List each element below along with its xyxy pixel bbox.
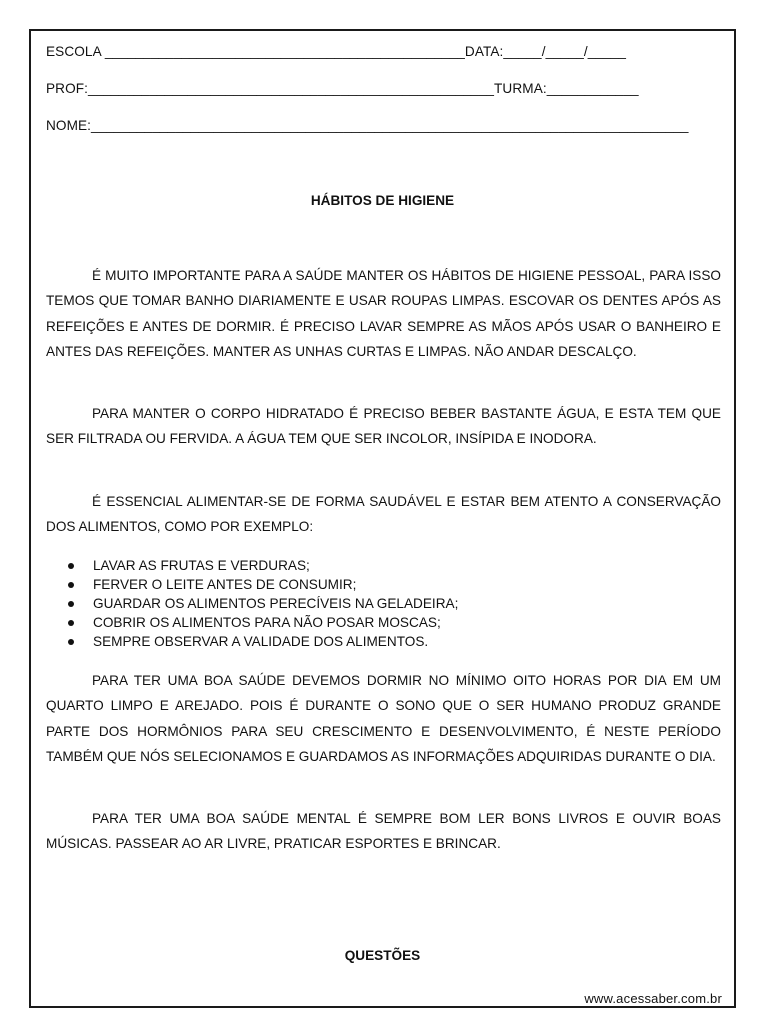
list-item-text: FERVER O LEITE ANTES DE CONSUMIR; <box>93 577 357 592</box>
list-item-text: LAVAR AS FRUTAS E VERDURAS; <box>93 558 310 573</box>
paragraph-mental-health: PARA TER UMA BOA SAÚDE MENTAL É SEMPRE BOM LER BONS LIVROS E OUVIR BOAS MÚSICAS. PASSEAR AO AR LIVRE, PRATICAR ESPORTES E BRINCAR. <box>46 811 721 852</box>
bullet-icon <box>68 582 74 588</box>
list-item-text: SEMPRE OBSERVAR A VALIDADE DOS ALIMENTOS. <box>93 634 429 649</box>
bullet-icon <box>68 639 74 645</box>
paragraph-sleep: PARA TER UMA BOA SAÚDE DEVEMOS DORMIR NO MÍNIMO OITO HORAS POR DIA EM UM QUARTO LIMPO E AREJADO. POIS É DURANTE O SONO QUE O SER HUMANO PRODUZ GRANDE PARTE DOS HORMÔNIOS PARA SEU CRESCIMENTO E DESENVOLVIMENTO, É NESTE PERÍODO TAMBÉM QUE NÓS SELECIONAMOS E GUARDAMOS AS INFORMAÇÕES ADQUIRIDAS DURANTE O DIA. <box>46 673 721 764</box>
list-item <box>46 613 721 632</box>
list-item <box>46 556 721 575</box>
list-item <box>46 594 721 613</box>
food-tips-list <box>46 556 721 651</box>
footer-url: www.acessaber.com.br <box>584 991 722 1006</box>
bullet-icon <box>68 601 74 607</box>
paragraph-food: É ESSENCIAL ALIMENTAR-SE DE FORMA SAUDÁVEL E ESTAR BEM ATENTO A CONSERVAÇÃO DOS ALIMENTOS, COMO POR EXEMPLO: <box>46 494 721 535</box>
page-title: HÁBITOS DE HIGIENE <box>310 193 455 208</box>
paragraph-hydration: PARA MANTER O CORPO HIDRATADO É PRECISO BEBER BASTANTE ÁGUA, E ESTA TEM QUE SER FILTRADA OU FERVIDA. A ÁGUA TEM QUE SER INCOLOR, INSÍPIDA E INODORA. <box>46 406 721 447</box>
list-item-text: GUARDAR OS ALIMENTOS PERECÍVEIS NA GELADEIRA; <box>93 596 459 611</box>
nome-line: NOME:______________________________________________________________________________ <box>46 118 689 133</box>
bullet-icon <box>68 563 74 569</box>
prof-turma-line: PROF:_____________________________________________________TURMA:____________ <box>46 81 639 96</box>
escola-date-line: ESCOLA _______________________________________________DATA:_____/_____/_____ <box>46 44 627 59</box>
list-item-text: COBRIR OS ALIMENTOS PARA NÃO POSAR MOSCAS; <box>93 615 441 630</box>
list-item <box>46 632 721 651</box>
questions-heading: QUESTÕES <box>344 948 421 963</box>
bullet-icon <box>68 620 74 626</box>
paragraph-hygiene: É MUITO IMPORTANTE PARA A SAÚDE MANTER OS HÁBITOS DE HIGIENE PESSOAL, PARA ISSO TEMOS QUE TOMAR BANHO DIARIAMENTE E USAR ROUPAS LIMPAS. ESCOVAR OS DENTES APÓS AS REFEIÇÕES E ANTES DE DORMIR. É PRECISO LAVAR SEMPRE AS MÃOS APÓS USAR O BANHEIRO E ANTES DAS REFEIÇÕES. MANTER AS UNHAS CURTAS E LIMPAS. NÃO ANDAR DESCALÇO. <box>46 268 721 359</box>
list-item <box>46 575 721 594</box>
